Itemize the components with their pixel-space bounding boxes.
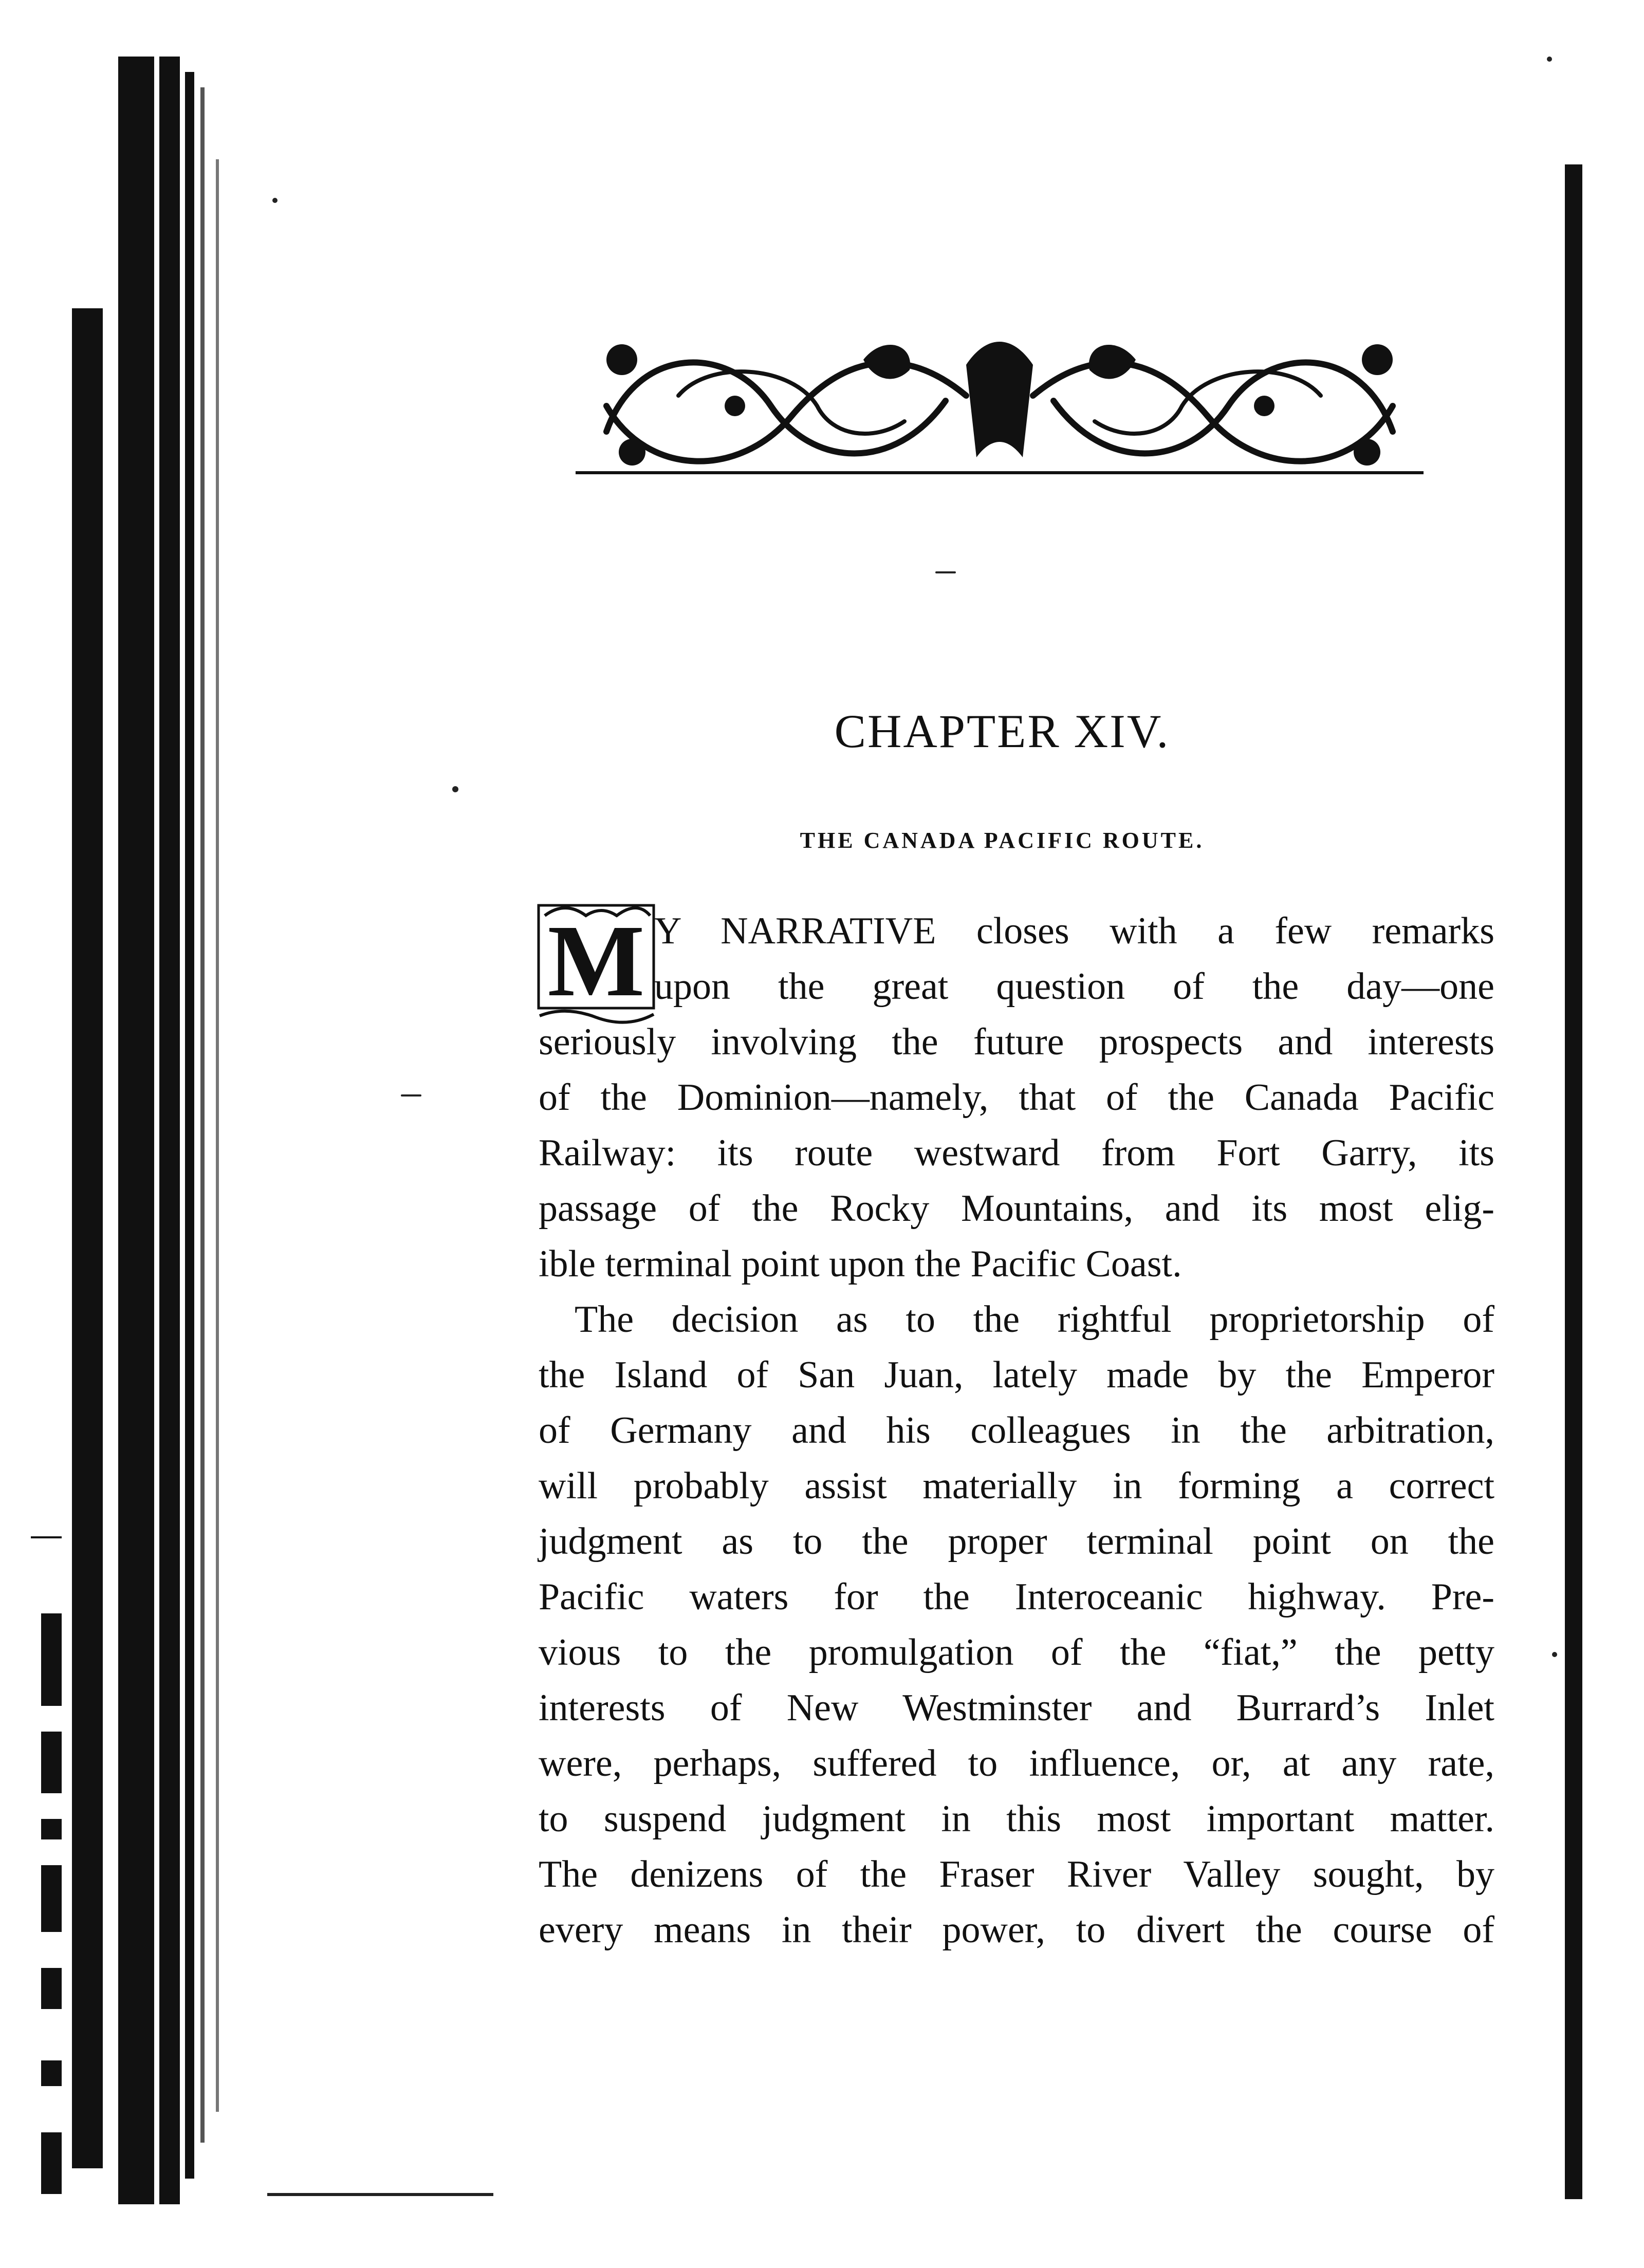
paragraph	[539, 903, 1494, 1292]
text-line: the Island of San Juan, lately made by the Emperor	[539, 1354, 1494, 1396]
text-line: passage of the Rocky Mountains, and its most elig-	[539, 1187, 1494, 1230]
dust-speck	[1547, 57, 1552, 62]
text-line: upon the great question of the day—one	[654, 965, 1494, 1008]
dust-speck	[452, 786, 458, 792]
drop-cap-letter: M	[547, 904, 645, 1018]
dust-speck	[272, 198, 278, 203]
text-line: to suspend judgment in this most important matter.	[539, 1798, 1494, 1840]
text-line: ible terminal point upon the Pacific Coast.	[539, 1243, 1182, 1285]
scan-bottom-rule	[267, 2193, 493, 2196]
chapter-subtitle: THE CANADA PACIFIC ROUTE.	[800, 828, 1205, 853]
text-line: The denizens of the Fraser River Valley sought, by	[539, 1853, 1494, 1895]
text-line: of the Dominion—namely, that of the Canada Pacific	[539, 1076, 1494, 1119]
scan-edge-artifact	[31, 57, 247, 2204]
dust-speck	[401, 1094, 421, 1096]
text-line: The decision as to the rightful proprietorship of	[575, 1298, 1494, 1341]
text-line: were, perhaps, suffered to influence, or, at any rate,	[539, 1742, 1494, 1784]
text-line: vious to the promulgation of the “fiat,” the petty	[539, 1631, 1494, 1674]
text-line: Railway: its route westward from Fort Garry, its	[539, 1132, 1494, 1174]
text-line: Pacific waters for the Interoceanic highway. Pre-	[539, 1576, 1494, 1618]
text-line: Y NARRATIVE closes with a few remarks	[654, 910, 1494, 952]
text-line: every means in their power, to divert the course of	[539, 1909, 1494, 1951]
text-line: seriously involving the future prospects and interests	[539, 1021, 1494, 1063]
chapter-title: CHAPTER XIV.	[834, 705, 1170, 757]
text-line: interests of New Westminster and Burrard’s Inlet	[539, 1687, 1494, 1729]
text-line: judgment as to the proper terminal point on the	[539, 1520, 1494, 1563]
header-ornament	[576, 303, 1424, 498]
scan-edge-bar	[1565, 164, 1582, 2199]
paragraph	[539, 1292, 1494, 1958]
body-text	[539, 903, 1494, 1958]
dust-speck	[935, 571, 956, 573]
dust-speck	[1552, 1652, 1557, 1657]
text-line: of Germany and his colleagues in the arbitration,	[539, 1409, 1494, 1452]
text-line: will probably assist materially in forming a correct	[539, 1465, 1494, 1507]
